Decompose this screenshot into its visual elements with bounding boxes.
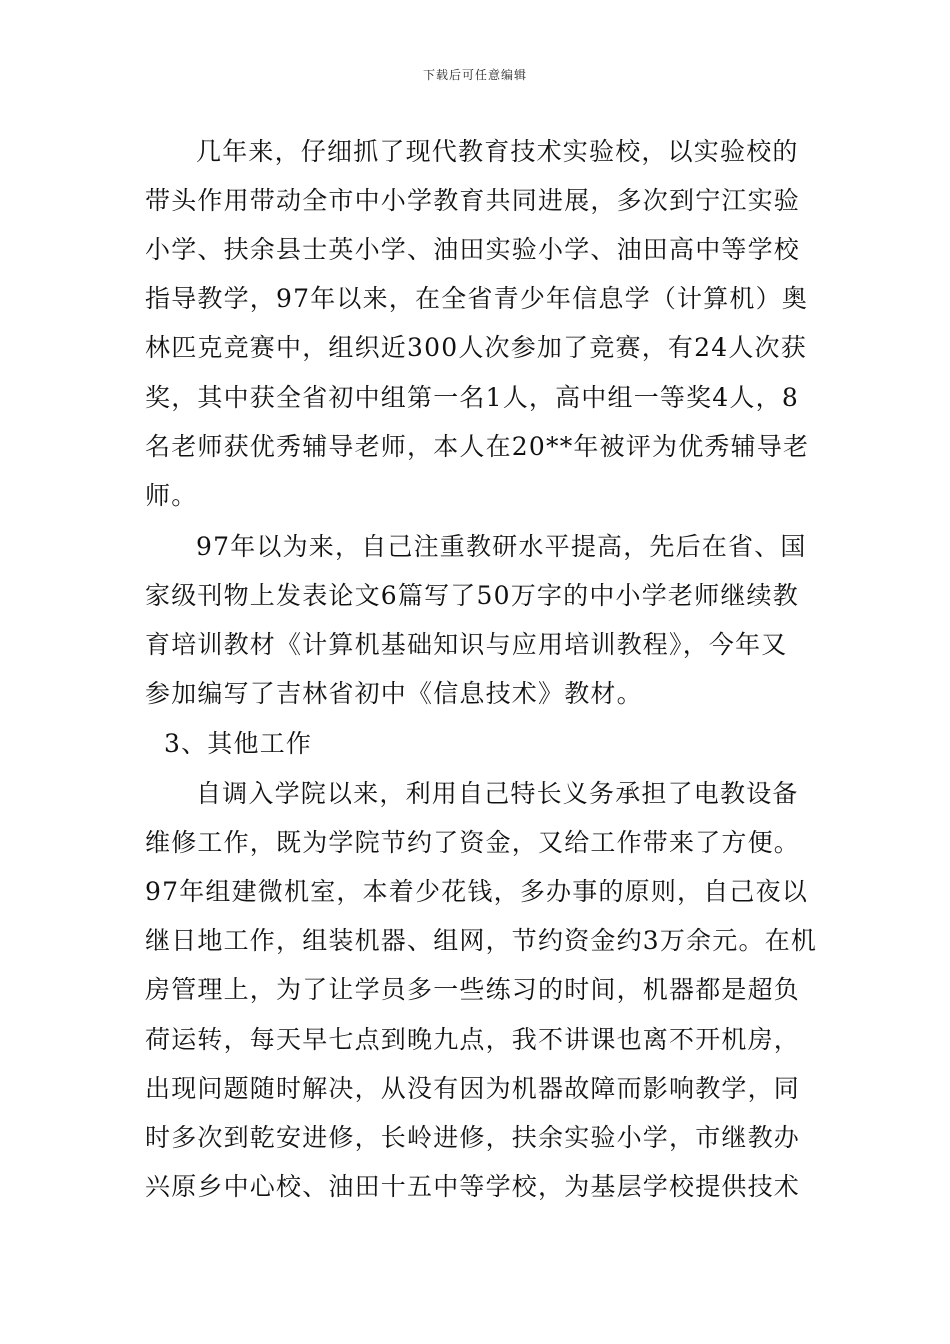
paragraph-line: 参加编写了吉林省初中《信息技术》教材。 bbox=[145, 679, 643, 708]
paragraph-line: 房管理上，为了让学员多一些练习的时间，机器都是超负 bbox=[145, 975, 801, 1004]
paragraph-line: 兴原乡中心校、油田十五中等学校，为基层学校提供技术 bbox=[145, 1172, 801, 1201]
paragraph-line: 师。 bbox=[145, 481, 198, 510]
paragraph-line: 林匹克竞赛中，组织近300人次参加了竞赛，有24人次获 bbox=[145, 333, 807, 362]
paragraph-line: 育培训教材《计算机基础知识与应用培训教程》，今年又 bbox=[145, 630, 788, 659]
paragraph-line: 97年以为来，自己注重教研水平提高，先后在省、国 bbox=[196, 532, 807, 561]
header-note: 下载后可任意编辑 bbox=[422, 68, 527, 82]
paragraph-line: 97年组建微机室，本着少花钱，多办事的原则，自己夜以 bbox=[145, 877, 809, 906]
section-heading: 3、其他工作 bbox=[164, 729, 313, 758]
paragraph-line: 奖，其中获全省初中组第一名1人，高中组一等奖4人，8 bbox=[145, 383, 799, 412]
paragraph-line: 继日地工作，组装机器、组网，节约资金约3万余元。在机 bbox=[145, 926, 818, 955]
paragraph-line: 自调入学院以来，利用自己特长义务承担了电教设备 bbox=[196, 779, 799, 808]
paragraph-line: 荷运转，每天早七点到晚九点，我不讲课也离不开机房， bbox=[145, 1025, 801, 1054]
paragraph-line: 时多次到乾安进修，长岭进修，扶余实验小学，市继教办 bbox=[145, 1123, 801, 1152]
paragraph-line: 名老师获优秀辅导老师，本人在20**年被评为优秀辅导老 bbox=[145, 432, 810, 461]
paragraph-line: 小学、扶余县士英小学、油田实验小学、油田高中等学校 bbox=[145, 235, 801, 264]
paragraph-line: 出现问题随时解决，从没有因为机器故障而影响教学，同 bbox=[145, 1074, 801, 1103]
paragraph-line: 几年来，仔细抓了现代教育技术实验校，以实验校的 bbox=[196, 137, 799, 166]
paragraph-line: 家级刊物上发表论文6篇写了50万字的中小学老师继续教 bbox=[145, 581, 799, 610]
paragraph-line: 指导教学，97年以来，在全省青少年信息学（计算机）奥 bbox=[145, 284, 809, 313]
paragraph-line: 带头作用带动全市中小学教育共同进展，多次到宁江实验 bbox=[145, 186, 801, 215]
paragraph-line: 维修工作，既为学院节约了资金，又给工作带来了方便。 bbox=[145, 828, 801, 857]
